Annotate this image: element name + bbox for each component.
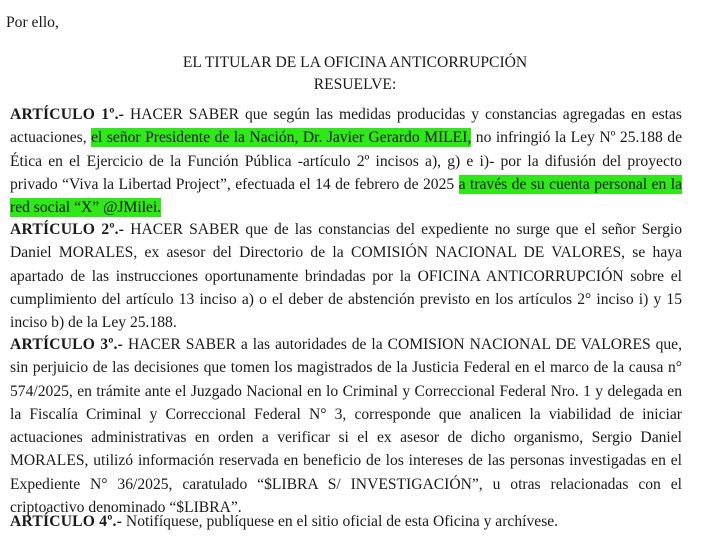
article-1-highlight-president: el señor Presidente de la Nación, Dr. Javier Gerardo MILEI,: [91, 129, 472, 147]
article-2-text: HACER SABER que de las constancias del expediente no surge que el señor Sergio Daniel MORALES, ex asesor del Directorio de la COMISIÓN NACIONAL DE VALORES, se haya apartado de las instrucciones oportunamente brindadas por la OFICINA ANTICORRUPCIÓN sobre el cumplimiento del artículo 13 inciso a) o el deber de abstención previsto en los artículos 2° inciso i) y 15 inciso b) de la Ley 25.188.: [10, 221, 683, 332]
opening-phrase: Por ello,: [6, 14, 59, 31]
issuer-heading: EL TITULAR DE LA OFICINA ANTICORRUPCIÓN: [182, 54, 528, 71]
article-2-label: ARTÍCULO 2º.-: [10, 221, 125, 238]
article-1: [10, 103, 682, 219]
article-4-text: Notifíquese, publíquese en el sitio oficial de esta Oficina y archívese.: [122, 513, 559, 530]
article-1-text-middle: no infringió la Ley Nº 25.188 de Ética en el Ejercicio de la Función Pública -artículo 2º incisos a), g) e i)- por la difusión del proyecto privado “Viva la Libertad Project”, efectuada el 14 de febrero de 2025: [10, 129, 682, 193]
article-3: [10, 333, 682, 519]
article-1-label: ARTÍCULO 1º.-: [10, 106, 125, 123]
resolve-heading: RESUELVE:: [313, 76, 397, 93]
article-3-label: ARTÍCULO 3º.-: [10, 336, 124, 353]
article-1-text-start: HACER SABER que según las medidas producidas y constancias agregadas en estas actuaciones,: [10, 106, 683, 147]
article-3-text: HACER SABER a las autoridades de la COMISION NACIONAL DE VALORES que, sin perjuicio de las decisiones que tomen los magistrados de la Justicia Federal en el marco de la causa n° 574/2025, en trámite ante el Juzgado Nacional en lo Criminal y Correccional Federal Nro. 1 y delegada en la Fiscalía Criminal y Correccional Federal N° 3, corresponde que analicen la viabilidad de iniciar actuaciones administrativas en orden a verificar si el ex asesor de dicho organismo, Sergio Daniel MORALES, utilizó información reservada en beneficio de los intereses de las personas investigadas en el Expediente N° 36/2025, caratulado “$LIBRA S/ INVESTIGACIÓN”, u otras relacionadas con el criptoactivo denominado “$LIBRA”.: [10, 336, 682, 517]
article-4: [10, 510, 682, 533]
article-2: [10, 218, 682, 334]
article-1-highlight-social-account: a través de su cuenta personal en la red social “X” @JMilei.: [10, 175, 682, 217]
article-4-label: ARTÍCULO 4º.-: [10, 513, 123, 530]
